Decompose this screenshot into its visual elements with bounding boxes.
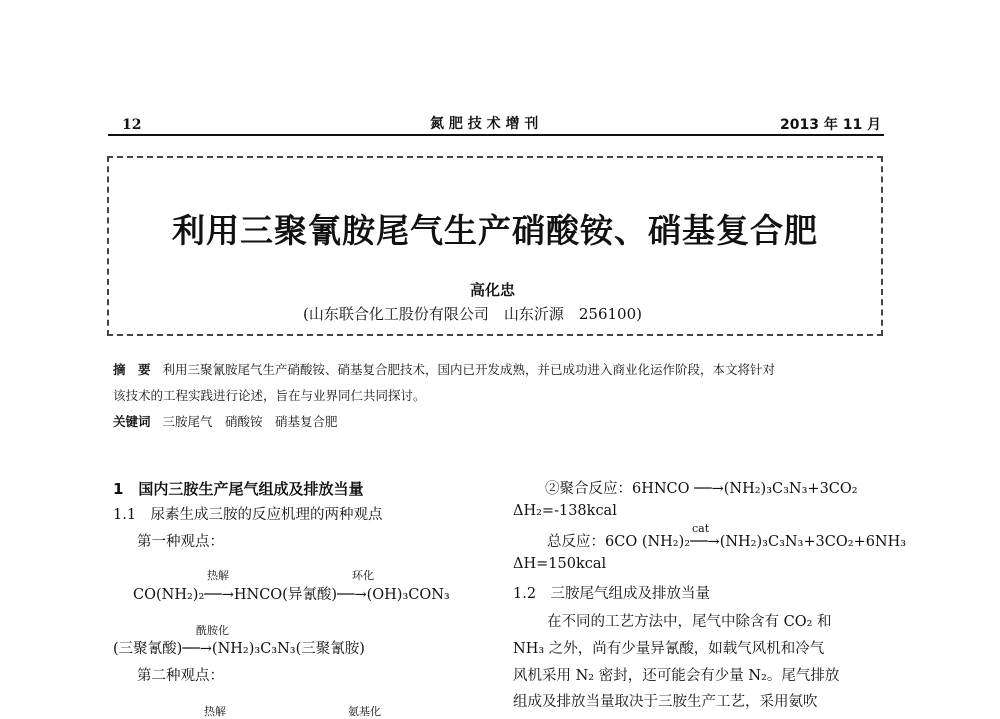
- keywords-block: [113, 412, 337, 430]
- delta-h2: ΔH₂=-138kcal: [513, 503, 617, 519]
- section-1-heading: 1 国内三胺生产尾气组成及排放当量: [113, 480, 364, 498]
- section-1-1-heading: 1.1 尿素生成三胺的反应机理的两种观点: [113, 507, 383, 523]
- abstract-block: [113, 360, 775, 378]
- equation-2: (三聚氰酸)──→(NH₂)₃C₃N₃(三聚氰胺): [113, 641, 365, 657]
- keywords: 三胺尾气 硝酸铵 硝基复合肥: [162, 414, 338, 429]
- eq1-label-cyclization: 环化: [352, 569, 374, 582]
- abstract-line-1: 利用三聚氰胺尾气生产硝酸铵、硝基复合肥技术，国内已开发成熟，并已成功进入商业化运作阶段，本文将针对: [162, 362, 775, 377]
- view-2-label: 第二种观点：: [137, 668, 224, 684]
- total-reaction: 总反应：6CO (NH₂)₂──→(NH₂)₃C₃N₃+3CO₂+6NH₃: [547, 534, 907, 550]
- delta-h-total: ΔH=150kcal: [513, 556, 607, 572]
- abstract-label: 摘 要: [113, 362, 151, 377]
- keywords-label: 关键词: [113, 414, 151, 429]
- page-number: 12: [122, 117, 142, 133]
- header-rule: [108, 134, 884, 136]
- reaction-2: ②聚合反应：6HNCO ──→(NH₂)₃C₃N₃+3CO₂: [545, 481, 858, 497]
- journal-name: 氮 肥 技 术 增 刊: [430, 116, 539, 132]
- equation-1: CO(NH₂)₂──→HNCO(异氰酸)──→(OH)₃CON₃: [133, 587, 450, 603]
- eq1-label-pyrolysis: 热解: [207, 569, 229, 582]
- paragraph-line-3: 风机采用 N₂ 密封，还可能会有少量 N₂。尾气排放: [513, 668, 840, 684]
- eq3-label-amination: 氨基化: [348, 705, 381, 718]
- section-1-2-heading: 1.2 三胺尾气组成及排放当量: [513, 586, 711, 602]
- article-title: 利用三聚氰胺尾气生产硝酸铵、硝基复合肥: [172, 211, 818, 250]
- paragraph-line-2: NH₃ 之外，尚有少量异氰酸，如载气风机和冷气: [513, 641, 825, 657]
- abstract-line-2: 该技术的工程实践进行论述，旨在与业界同仁共同探讨。: [113, 388, 426, 403]
- paragraph-line-4: 组成及排放当量取决于三胺生产工艺，采用氨吹: [513, 694, 818, 710]
- author-name: 高化忠: [470, 281, 516, 299]
- catalyst-label: cat: [692, 522, 710, 535]
- affiliation: (山东联合化工股份有限公司 山东沂源 256100): [303, 305, 642, 323]
- eq2-label-amidation: 酰胺化: [196, 624, 229, 637]
- paragraph-line-1: 在不同的工艺方法中，尾气中除含有 CO₂ 和: [547, 614, 832, 630]
- issue-date: 2013 年 11 月: [780, 117, 882, 133]
- view-1-label: 第一种观点：: [137, 534, 224, 550]
- eq3-label-pyrolysis: 热解: [204, 705, 226, 718]
